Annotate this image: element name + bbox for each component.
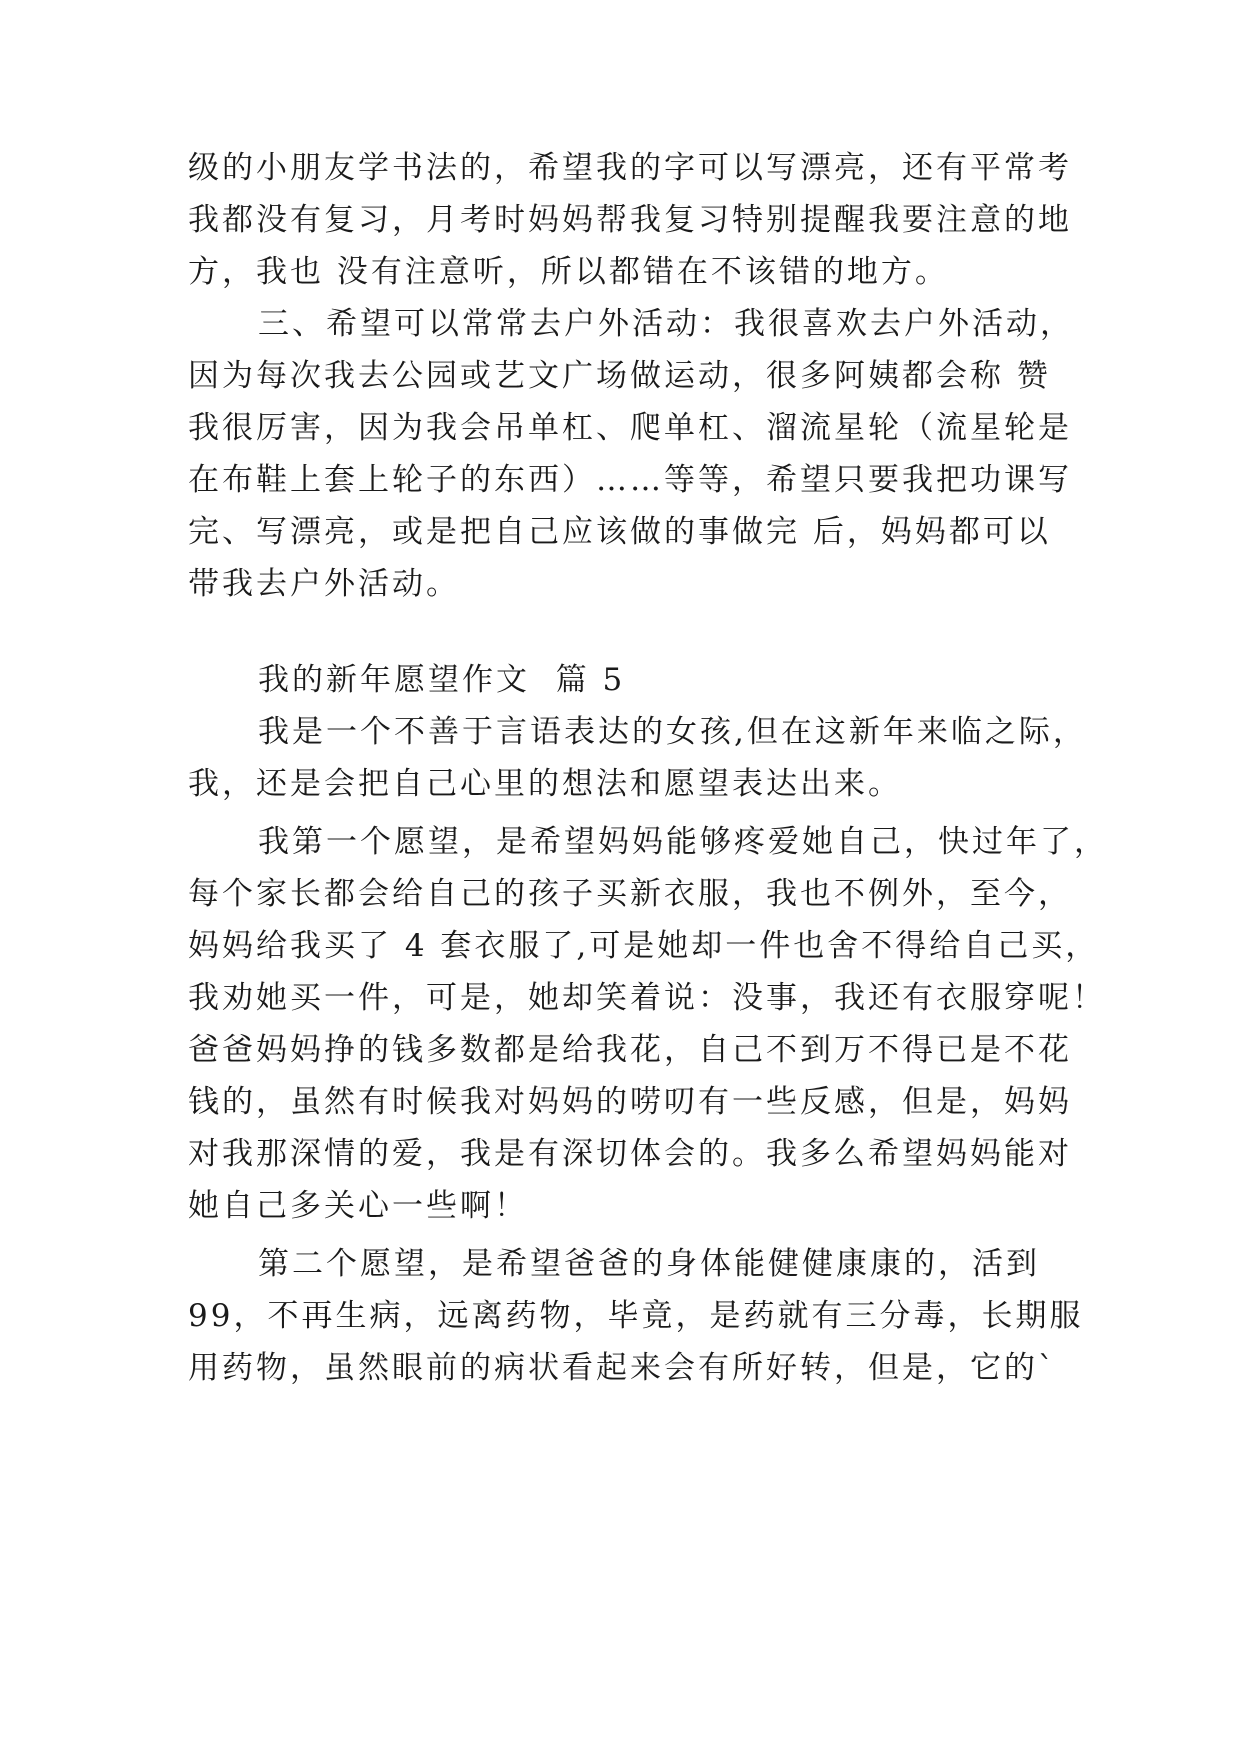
text-line: 99，不再生病，远离药物，毕竟，是药就有三分毒，长期服 — [188, 1298, 1084, 1334]
text-line: 我，还是会把自己心里的想法和愿望表达出来。 — [188, 766, 902, 802]
text-line: 用药物，虽然眼前的病状看起来会有所好转，但是，它的` — [188, 1350, 1057, 1386]
text-line: 我很厉害，因为我会吊单杠、爬单杠、溜流星轮（流星轮是 — [188, 410, 1072, 446]
text-line: 我劝她买一件，可是，她却笑着说：没事，我还有衣服穿呢！ — [188, 980, 1106, 1016]
text-line: 因为每次我去公园或艺文广场做运动，很多阿姨都会称 赞 — [188, 358, 1051, 394]
paragraph-start-line: 第二个愿望，是希望爸爸的身体能健健康康的，活到 — [258, 1246, 1040, 1282]
text-line: 钱的，虽然有时候我对妈妈的唠叨有一些反感，但是，妈妈 — [188, 1084, 1072, 1120]
paragraph-start-line: 我第一个愿望，是希望妈妈能够疼爱她自己，快过年了， — [258, 824, 1108, 860]
text-line: 带我去户外活动。 — [188, 566, 460, 602]
text-line: 完、写漂亮，或是把自己应该做的事做完 后，妈妈都可以 — [188, 514, 1051, 550]
text-line: 在布鞋上套上轮子的东西）……等等，希望只要我把功课写 — [188, 462, 1072, 498]
text-line: 她自己多关心一些啊！ — [188, 1188, 528, 1224]
paragraph-start-line: 我是一个不善于言语表达的女孩,但在这新年来临之际， — [258, 714, 1087, 750]
text-line: 爸爸妈妈挣的钱多数都是给我花，自己不到万不得已是不花 — [188, 1032, 1072, 1068]
text-line: 方，我也 没有注意听，所以都错在不该错的地方。 — [188, 254, 949, 290]
text-line: 每个家长都会给自己的孩子买新衣服，我也不例外，至今， — [188, 876, 1072, 912]
section-heading: 我的新年愿望作文 篇 5 — [258, 662, 626, 698]
text-line: 级的小朋友学书法的，希望我的字可以写漂亮，还有平常考 — [188, 150, 1072, 186]
text-line: 我都没有复习，月考时妈妈帮我复习特别提醒我要注意的地 — [188, 202, 1072, 238]
text-line: 妈妈给我买了 4 套衣服了,可是她却一件也舍不得给自己买， — [188, 928, 1100, 964]
paragraph-start-line: 三、希望可以常常去户外活动：我很喜欢去户外活动， — [258, 306, 1074, 342]
text-line: 对我那深情的爱，我是有深切体会的。我多么希望妈妈能对 — [188, 1136, 1072, 1172]
